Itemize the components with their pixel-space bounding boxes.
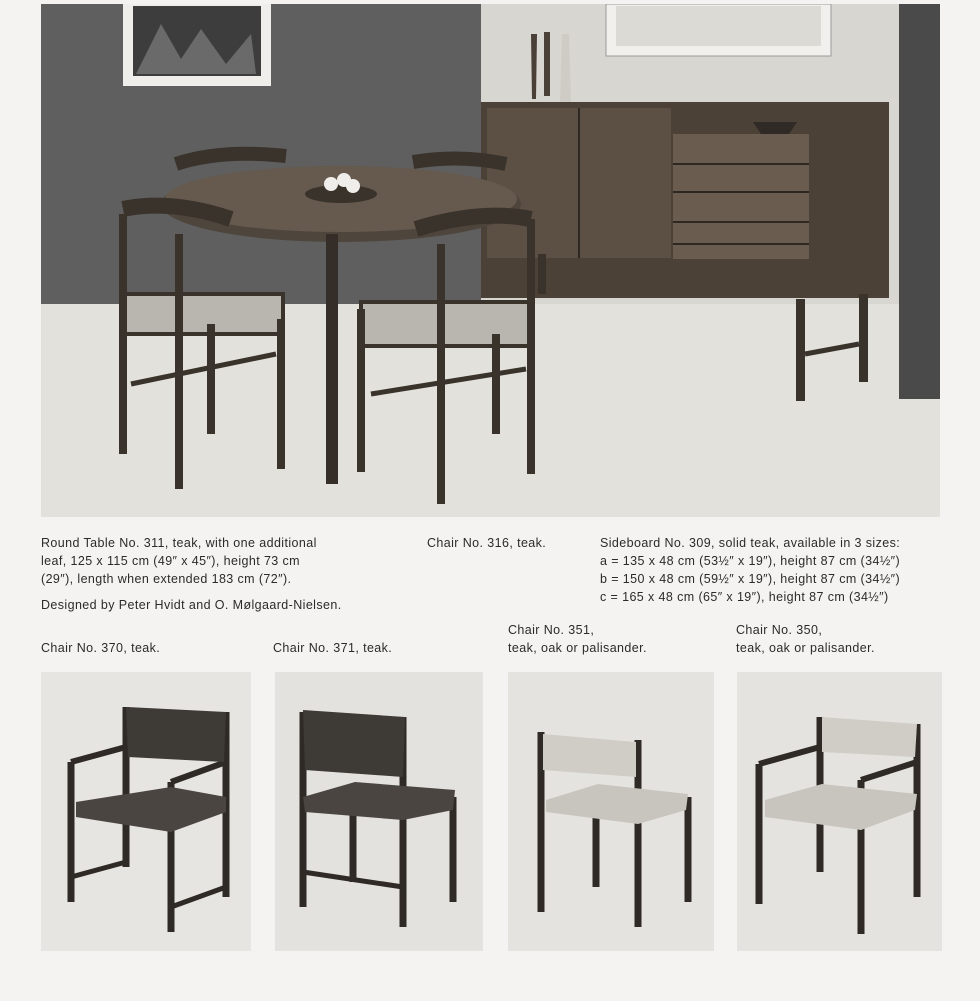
table-caption-line-1: Round Table No. 311, teak, with one additional [41, 536, 317, 550]
sideboard-size-c: c = 165 x 48 cm (65″ x 19″), height 87 cm (34½″) [600, 590, 889, 604]
painting-left [123, 4, 271, 86]
chair-371-label: Chair No. 371, teak. [273, 641, 393, 655]
chair-350-materials: teak, oak or palisander. [736, 641, 875, 655]
sideboard-size-a: a = 135 x 48 cm (53½″ x 19″), height 87 cm (34½″) [600, 554, 901, 568]
chair-371-caption [273, 639, 473, 657]
chair-316-label: Chair No. 316, teak. [427, 536, 547, 550]
chair-351-caption [508, 621, 718, 657]
chair-351-photo [508, 672, 714, 951]
chair-350-label: Chair No. 350, [736, 623, 823, 637]
table-caption [41, 534, 401, 614]
sideboard-size-b: b = 150 x 48 cm (59½″ x 19″), height 87 cm (34½″) [600, 572, 901, 586]
chair-370-label: Chair No. 370, teak. [41, 641, 161, 655]
chair-351-materials: teak, oak or palisander. [508, 641, 647, 655]
dining-room-photo [41, 4, 940, 517]
chair-351-label: Chair No. 351, [508, 623, 595, 637]
designer-credit: Designed by Peter Hvidt and O. Mølgaard-Nielsen. [41, 598, 342, 612]
table-caption-line-3: (29″), length when extended 183 cm (72″). [41, 572, 292, 586]
chair-316-caption [427, 534, 587, 552]
table-caption-line-2: leaf, 125 x 115 cm (49″ x 45″), height 73 cm [41, 554, 300, 568]
chair-370-caption [41, 639, 241, 657]
sideboard-caption [600, 534, 945, 606]
painting-right [606, 4, 831, 56]
chair-350-photo [737, 672, 942, 951]
chair-370-photo [41, 672, 251, 951]
chair-350-caption [736, 621, 946, 657]
sideboard-title: Sideboard No. 309, solid teak, available in 3 sizes: [600, 536, 901, 550]
chair-371-photo [275, 672, 483, 951]
